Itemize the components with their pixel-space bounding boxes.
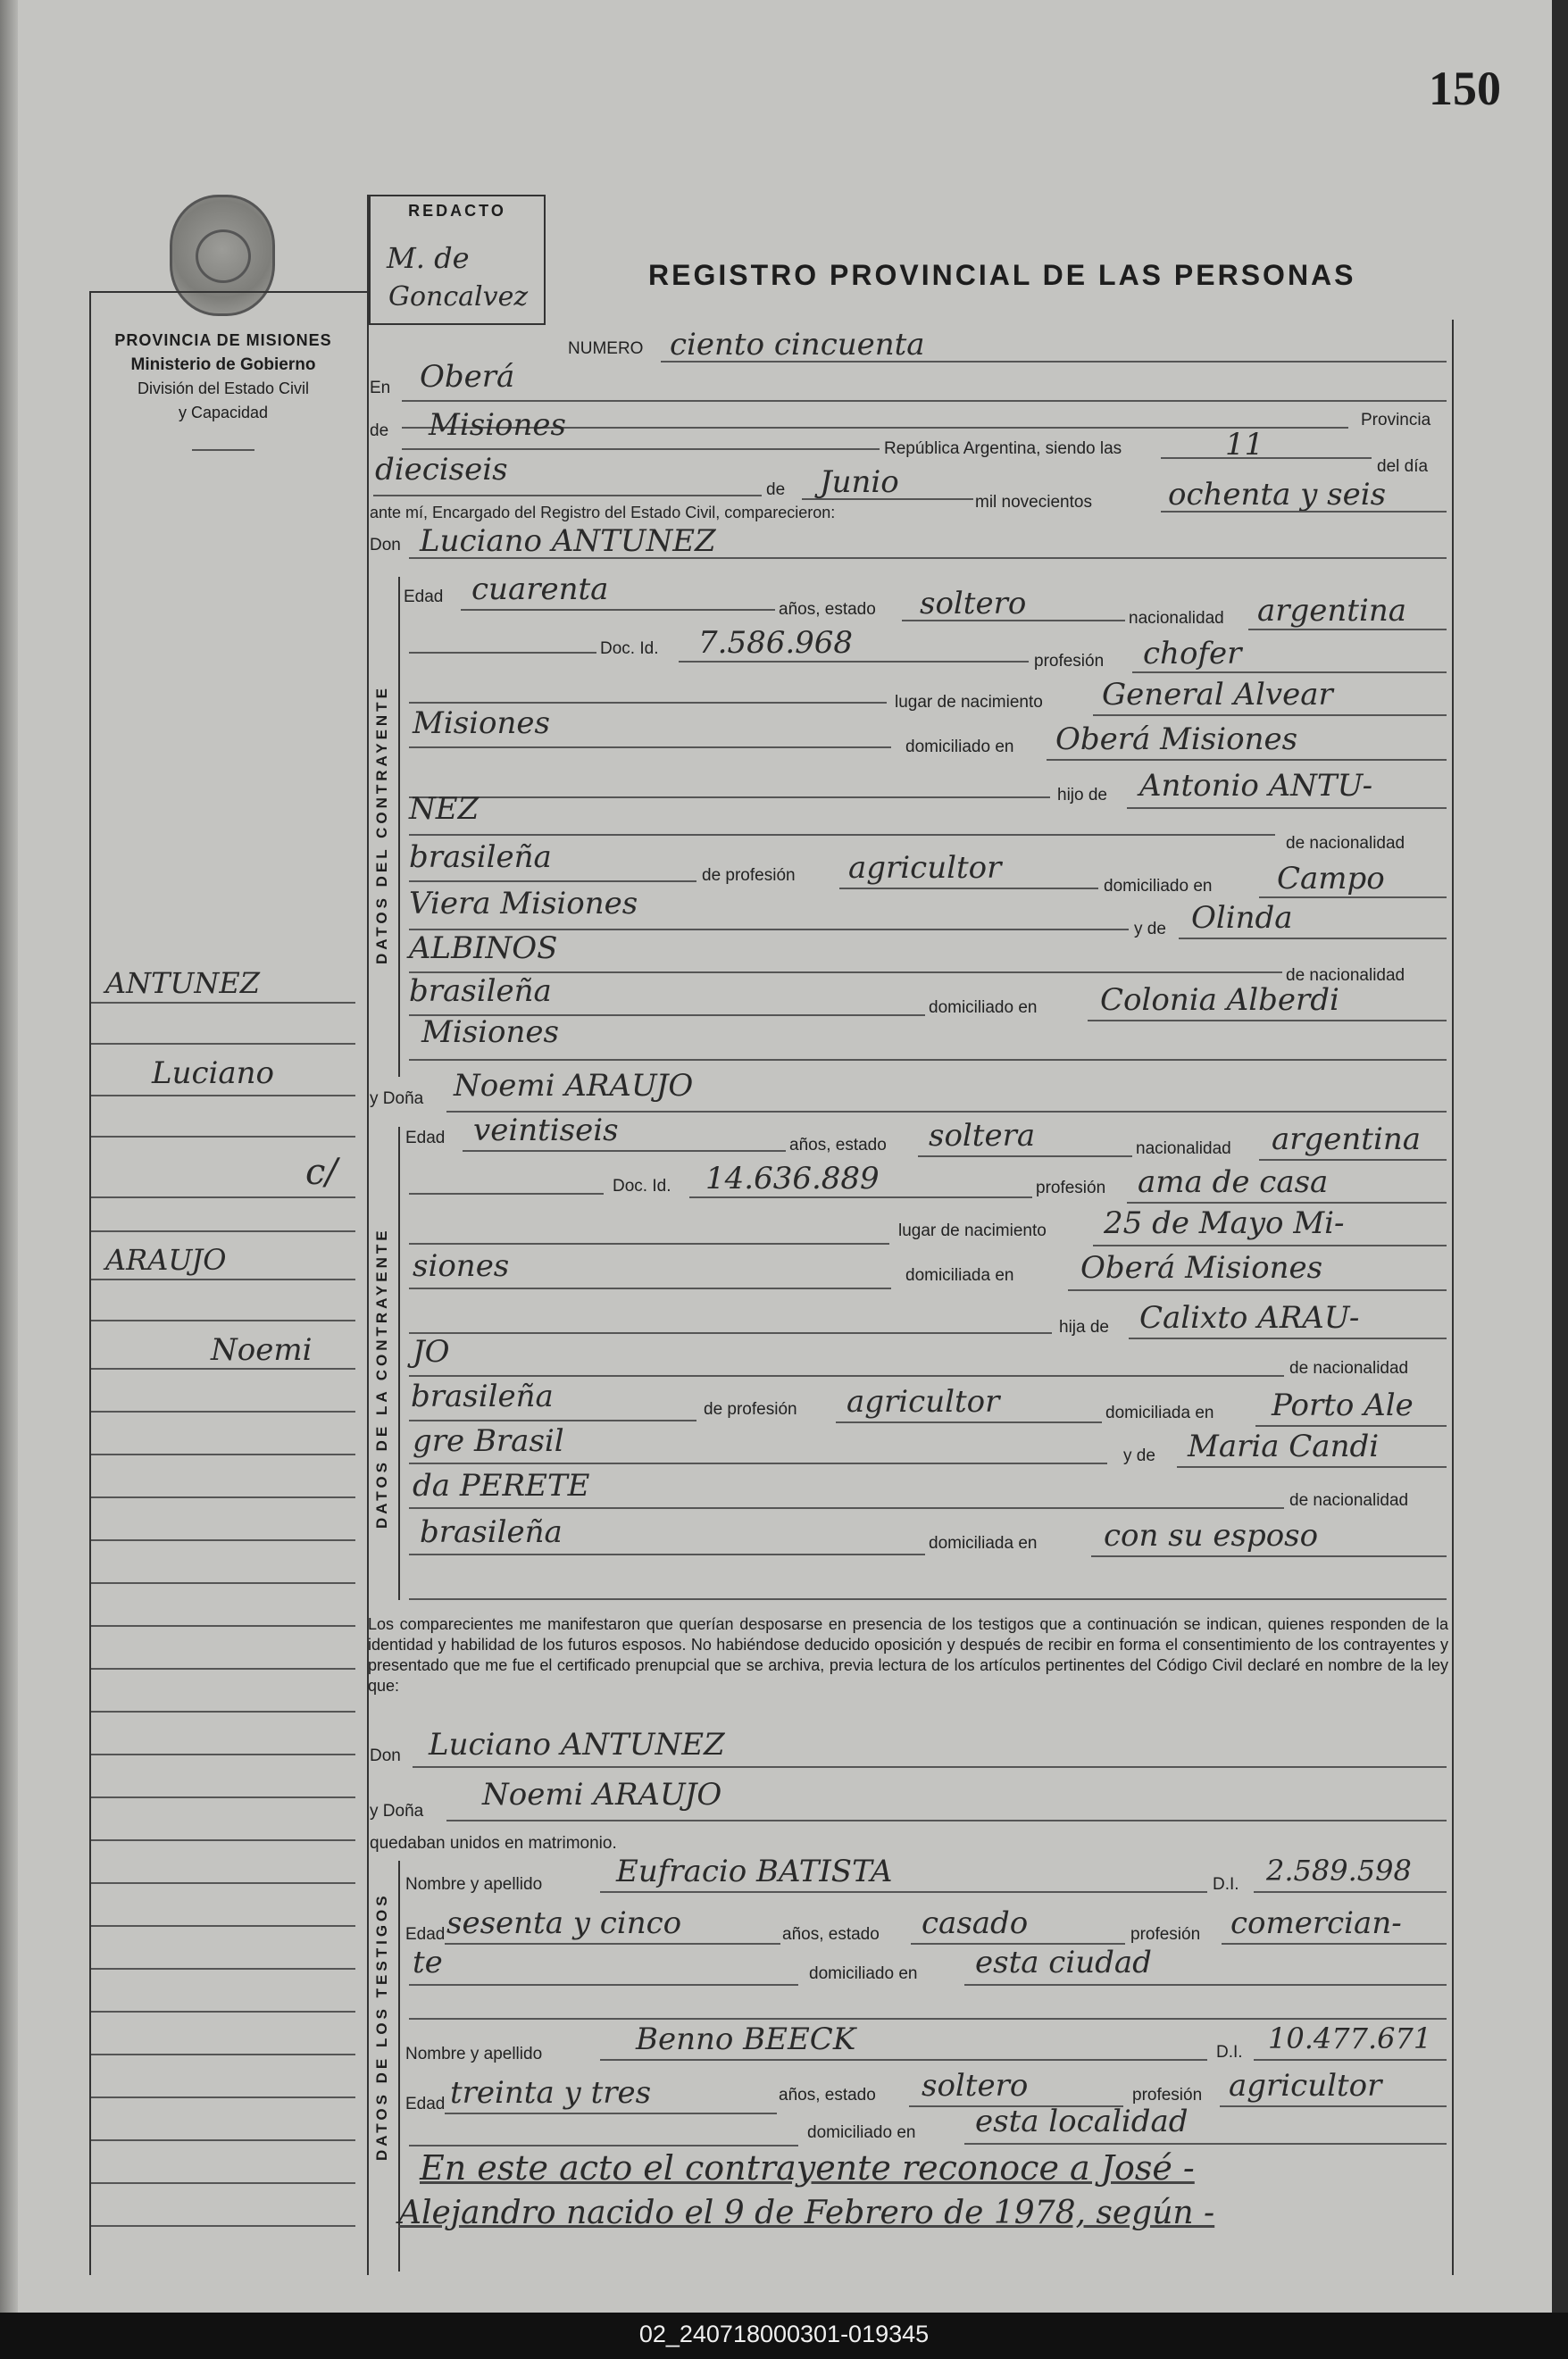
act-year: ochenta y seis bbox=[1168, 477, 1387, 513]
ministry-name: Ministerio de Gobierno bbox=[130, 355, 316, 374]
witness-section-label: DATOS DE LOS TESTIGOS bbox=[373, 1892, 390, 2161]
witness1-status: casado bbox=[922, 1905, 1029, 1941]
label-de-mes: de bbox=[766, 480, 786, 499]
label-profesion-w1: profesión bbox=[1130, 1925, 1201, 1944]
groom-nationality: argentina bbox=[1257, 593, 1407, 629]
groom-mother-residence-1: Colonia Alberdi bbox=[1100, 982, 1339, 1018]
label-edad-groom: Edad bbox=[404, 588, 444, 606]
label-profesion-padre-bride: de profesión bbox=[704, 1400, 797, 1419]
label-nacionalidad-padre-bride: de nacionalidad bbox=[1289, 1359, 1409, 1378]
margin-surname-bride: ARAUJO bbox=[105, 1243, 227, 1277]
book-spine bbox=[0, 0, 18, 2313]
bride-mother-residence: con su esposo bbox=[1104, 1518, 1319, 1554]
bride-mother-1: Maria Candi bbox=[1188, 1429, 1380, 1464]
division-line1: División del Estado Civil bbox=[137, 379, 310, 397]
label-lugar-groom: lugar de nacimiento bbox=[895, 693, 1043, 712]
label-ante: ante mí, Encargado del Registro del Estado Civil, comparecieron: bbox=[370, 504, 836, 521]
bride-residence: Oberá Misiones bbox=[1080, 1250, 1323, 1286]
marriage-statement: Los comparecientes me manifestaron que querían desposarse en presencia de los testigos que a continuación se indican, quienes responden de la identidad y habilidad de los futuros esposos. No habiéndose deducido oposición y después de recibir en forma el consentimiento de los contrayentes y presentado que me fue el certificado prenupcial que se archiva, previa lectura de los artículos pertinentes del Código Civil declaré en nombre de la ley que: bbox=[368, 1615, 1448, 1695]
label-en: En bbox=[370, 379, 391, 397]
margin-left-border bbox=[89, 291, 91, 2275]
note-line-1: En este acto el contrayente reconoce a José - bbox=[420, 2148, 1195, 2188]
margin-conjunction: c/ bbox=[305, 1152, 338, 1193]
groom-section-border bbox=[398, 577, 400, 1077]
redacto-label: REDACTO bbox=[408, 202, 506, 220]
bride-age: veintiseis bbox=[473, 1113, 619, 1148]
label-doc-groom: Doc. Id. bbox=[600, 639, 659, 658]
label-estado-groom: años, estado bbox=[779, 600, 876, 619]
witness1-profession-2: te bbox=[413, 1945, 443, 1980]
act-don: Luciano ANTUNEZ bbox=[420, 523, 716, 559]
union-wife: Noemi ARAUJO bbox=[482, 1777, 722, 1813]
division-line2: y Capacidad bbox=[178, 404, 269, 421]
label-edad-w1: Edad bbox=[405, 1925, 446, 1944]
witness2-profession: agricultor bbox=[1229, 2068, 1382, 2104]
bride-birthplace-2: siones bbox=[413, 1248, 510, 1284]
label-nombre-w2: Nombre y apellido bbox=[405, 2045, 543, 2063]
province-name: PROVINCIA DE MISIONES bbox=[114, 331, 332, 349]
act-province: Misiones bbox=[429, 407, 566, 443]
groom-father-residence-2: Viera Misiones bbox=[409, 886, 638, 921]
label-dona: y Doña bbox=[370, 1089, 424, 1108]
top-rule bbox=[89, 291, 369, 293]
label-y-de-groom: y de bbox=[1134, 920, 1166, 938]
groom-mother-nationality: brasileña bbox=[409, 973, 552, 1009]
bride-section-label: DATOS DE LA CONTRAYENTE bbox=[373, 1227, 390, 1529]
witness1-age: sesenta y cinco bbox=[446, 1905, 682, 1941]
groom-section-label: DATOS DEL CONTRAYENTE bbox=[373, 685, 390, 964]
bride-birthplace: 25 de Mayo Mi- bbox=[1104, 1205, 1345, 1241]
label-di-w1: D.I. bbox=[1213, 1875, 1239, 1894]
act-city: Oberá bbox=[420, 359, 515, 395]
label-nacionalidad-padre-groom: de nacionalidad bbox=[1286, 834, 1405, 853]
label-hija: hija de bbox=[1059, 1318, 1109, 1337]
union-husband: Luciano ANTUNEZ bbox=[429, 1727, 725, 1763]
label-mil: mil novecientos bbox=[975, 493, 1092, 512]
registry-title: REGISTRO PROVINCIAL DE LAS PERSONAS bbox=[648, 259, 1356, 291]
label-domiciliado-w2: domiciliado en bbox=[807, 2123, 916, 2142]
barcode-text: 02_240718000301-019345 bbox=[638, 2321, 930, 2347]
groom-mother-2: ALBINOS bbox=[409, 930, 558, 966]
label-edad-bride: Edad bbox=[405, 1129, 446, 1147]
label-dona-union: y Doña bbox=[370, 1802, 424, 1821]
groom-mother-residence-2: Misiones bbox=[421, 1014, 559, 1050]
margin-name-bride: Noemi bbox=[211, 1332, 313, 1368]
page-number: 150 bbox=[1429, 62, 1501, 115]
label-nacionalidad-madre-bride: de nacionalidad bbox=[1289, 1491, 1409, 1510]
label-profesion-padre-groom: de profesión bbox=[702, 866, 796, 885]
label-nacionalidad-groom: nacionalidad bbox=[1129, 609, 1224, 628]
groom-profession: chofer bbox=[1143, 636, 1242, 671]
act-number: ciento cincuenta bbox=[670, 327, 925, 363]
label-domiciliado-groom: domiciliado en bbox=[905, 738, 1014, 756]
redacto-signature-2: Goncalvez bbox=[388, 281, 529, 313]
label-domiciliada-madre-bride: domiciliada en bbox=[929, 1534, 1038, 1553]
witness2-residence: esta localidad bbox=[975, 2104, 1189, 2139]
groom-birthplace: General Alvear bbox=[1102, 677, 1333, 713]
margin-name-groom: Luciano bbox=[152, 1055, 275, 1091]
witness1-name: Eufracio BATISTA bbox=[616, 1854, 893, 1889]
bride-father-profession: agricultor bbox=[847, 1384, 1000, 1420]
bride-father-residence-1: Porto Ale bbox=[1272, 1388, 1414, 1423]
main-left-border bbox=[367, 195, 369, 2275]
label-numero: NUMERO bbox=[568, 339, 644, 358]
groom-residence: Oberá Misiones bbox=[1055, 721, 1298, 757]
label-del-dia: del día bbox=[1377, 457, 1429, 476]
groom-mother-1: Olinda bbox=[1191, 900, 1293, 936]
label-domiciliado-madre-groom: domiciliado en bbox=[929, 998, 1038, 1017]
act-day: dieciseis bbox=[375, 452, 508, 488]
label-doc-bride: Doc. Id. bbox=[613, 1177, 671, 1196]
act-hour: 11 bbox=[1225, 427, 1264, 463]
groom-doc: 7.586.968 bbox=[698, 625, 854, 661]
groom-father-1: Antonio ANTU- bbox=[1139, 768, 1373, 804]
label-estado-bride: años, estado bbox=[789, 1136, 887, 1154]
label-estado-w2: años, estado bbox=[779, 2086, 876, 2105]
label-republica: República Argentina, siendo las bbox=[884, 439, 1122, 458]
coat-of-arms-seal bbox=[170, 195, 275, 316]
label-domiciliado-w1: domiciliado en bbox=[809, 1964, 918, 1983]
label-profesion-groom: profesión bbox=[1034, 652, 1105, 671]
label-nacionalidad-bride: nacionalidad bbox=[1136, 1139, 1231, 1158]
witness1-di: 2.589.598 bbox=[1266, 1854, 1412, 1888]
groom-father-residence-1: Campo bbox=[1277, 861, 1385, 896]
groom-father-nationality: brasileña bbox=[409, 839, 552, 875]
label-domiciliado-padre-groom: domiciliado en bbox=[1104, 877, 1213, 896]
bride-status: soltera bbox=[929, 1118, 1036, 1154]
label-don-union: Don bbox=[370, 1746, 401, 1765]
label-lugar-bride: lugar de nacimiento bbox=[898, 1221, 1047, 1240]
bride-section-border bbox=[398, 1127, 400, 1600]
label-y-de-bride: y de bbox=[1123, 1446, 1155, 1465]
bride-mother-2: da PERETE bbox=[413, 1468, 590, 1504]
witness2-name: Benno BEECK bbox=[636, 2021, 856, 2057]
label-don: Don bbox=[370, 536, 401, 554]
label-domiciliada-bride: domiciliada en bbox=[905, 1266, 1014, 1285]
margin-surname-groom: ANTUNEZ bbox=[105, 966, 261, 1000]
label-estado-w1: años, estado bbox=[782, 1925, 880, 1944]
redacto-signature-1: M. de bbox=[387, 241, 470, 275]
groom-father-2: NEZ bbox=[409, 791, 480, 827]
label-nombre-w1: Nombre y apellido bbox=[405, 1875, 543, 1894]
groom-birthplace-2: Misiones bbox=[413, 705, 550, 741]
witness2-age: treinta y tres bbox=[450, 2075, 652, 2111]
label-hijo: hijo de bbox=[1057, 786, 1107, 804]
label-provincia: Provincia bbox=[1361, 411, 1431, 429]
bride-nationality: argentina bbox=[1272, 1121, 1422, 1157]
label-profesion-bride: profesión bbox=[1036, 1179, 1106, 1197]
label-de: de bbox=[370, 421, 389, 440]
label-di-w2: D.I. bbox=[1216, 2043, 1243, 2062]
bride-father-1: Calixto ARAU- bbox=[1139, 1300, 1360, 1336]
bride-profession: ama de casa bbox=[1138, 1164, 1329, 1200]
bride-doc: 14.636.889 bbox=[705, 1161, 880, 1196]
province-divider bbox=[192, 449, 254, 451]
note-line-2: Alejandro nacido el 9 de Febrero de 1978, según - bbox=[398, 2195, 1215, 2231]
witness2-status: soltero bbox=[922, 2068, 1029, 2104]
main-right-border bbox=[1452, 320, 1454, 2275]
groom-age: cuarenta bbox=[471, 571, 609, 607]
witness1-profession: comercian- bbox=[1230, 1905, 1402, 1941]
witness1-residence: esta ciudad bbox=[975, 1945, 1152, 1980]
label-quedaban: quedaban unidos en matrimonio. bbox=[370, 1834, 617, 1853]
bride-father-residence-2: gre Brasil bbox=[413, 1423, 564, 1459]
groom-status: soltero bbox=[920, 586, 1027, 621]
label-profesion-w2: profesión bbox=[1132, 2086, 1203, 2105]
witness2-di: 10.477.671 bbox=[1268, 2021, 1432, 2055]
redacto-box bbox=[369, 195, 546, 325]
act-month: Junio bbox=[820, 464, 899, 500]
label-domiciliada-padre-bride: domiciliada en bbox=[1105, 1404, 1214, 1422]
bride-mother-nationality: brasileña bbox=[420, 1514, 563, 1550]
bride-name: Noemi ARAUJO bbox=[454, 1068, 694, 1104]
bride-father-2: JO bbox=[413, 1334, 450, 1370]
label-edad-w2: Edad bbox=[405, 2095, 446, 2113]
bride-father-nationality: brasileña bbox=[411, 1379, 554, 1414]
province-block bbox=[89, 329, 357, 425]
groom-father-profession: agricultor bbox=[848, 850, 1002, 886]
label-nacionalidad-madre-groom: de nacionalidad bbox=[1286, 966, 1405, 985]
